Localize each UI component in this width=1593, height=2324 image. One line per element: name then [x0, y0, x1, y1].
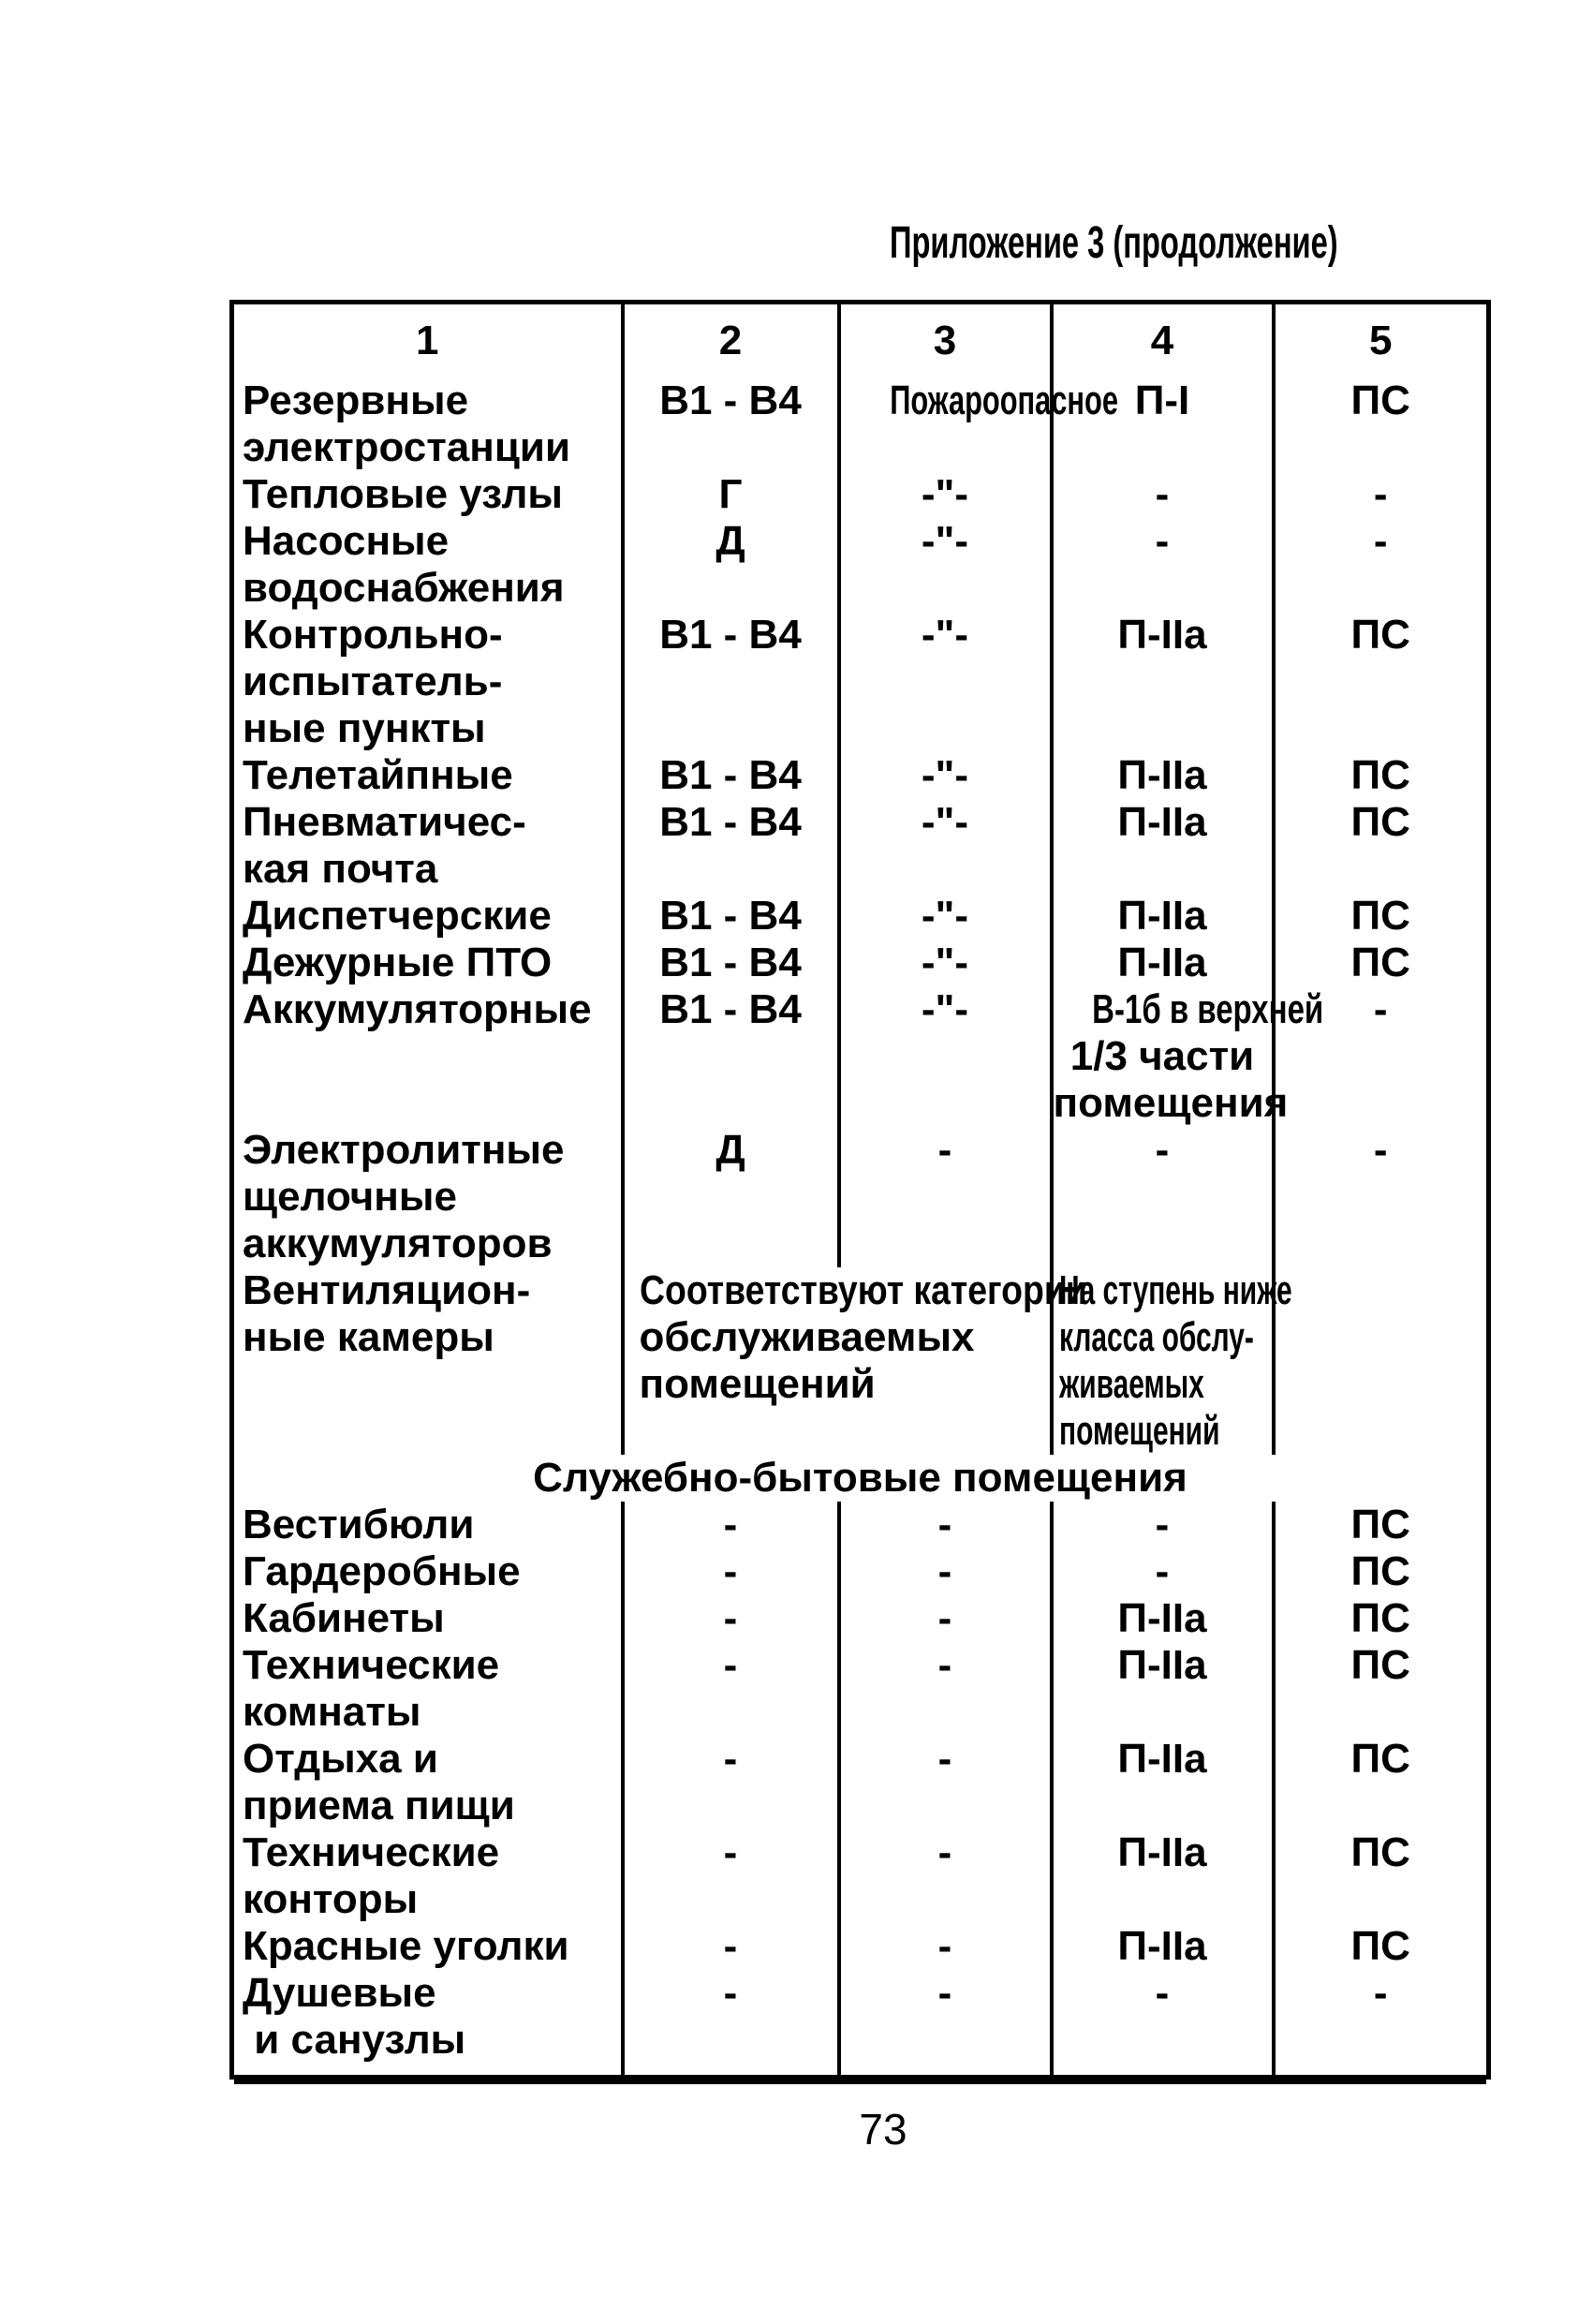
room-name-cell: Вентиляцион- ные камеры: [243, 1267, 531, 1360]
zone-class-cell: П-IIа: [1052, 1642, 1274, 1736]
alarm-cell: ПС: [1274, 1548, 1489, 1595]
room-name-cell: Душевые и санузлы: [243, 1970, 466, 2063]
table-row: [232, 1829, 1489, 1923]
category-cell: Г: [623, 471, 839, 518]
room-name-cell: Гардеробные: [243, 1548, 521, 1594]
category-cell: В1 - В4: [623, 752, 839, 799]
table-row: [232, 1127, 1489, 1267]
category-cell: -: [623, 1829, 839, 1923]
zone-class-cell: В-1б в верхней 1/3 части помещения: [1053, 986, 1323, 1126]
category-cell: В1 - В4: [623, 377, 839, 471]
column-header-row: [232, 303, 1489, 378]
hazard-cell: -: [839, 1829, 1052, 1923]
category-cell: -: [623, 1502, 839, 1548]
room-name-cell: Дежурные ПТО: [243, 940, 553, 985]
table-row: [232, 1736, 1489, 1829]
alarm-cell: ПС: [1274, 1595, 1489, 1642]
zone-class-cell: П-IIа: [1052, 1923, 1274, 1970]
hazard-cell: -: [839, 1642, 1052, 1736]
table-row: [232, 986, 1489, 1127]
alarm-cell: ПС: [1274, 752, 1489, 799]
table-row: [232, 1502, 1489, 1548]
zone-class-cell: П-IIа: [1052, 893, 1274, 940]
column-header-3: 3: [839, 303, 1052, 378]
table-row: [232, 1595, 1489, 1642]
table-row: [232, 1923, 1489, 1970]
category-cell: В1 - В4: [623, 986, 839, 1127]
alarm-cell: ПС: [1274, 612, 1489, 752]
room-name-cell: Кабинеты: [243, 1595, 445, 1641]
room-name-cell: Технические комнаты: [243, 1642, 500, 1735]
zone-class-cell: На ступень ниже класса обслу- живаемых помещений: [1052, 1267, 1274, 1455]
room-name-cell: Тепловые узлы: [243, 471, 564, 517]
category-cell: Д: [623, 518, 839, 612]
alarm-cell: -: [1274, 1970, 1489, 2077]
zone-class-cell: П-I: [1052, 377, 1274, 471]
zone-class-cell: П-IIа: [1052, 752, 1274, 799]
category-cell: В1 - В4: [623, 799, 839, 893]
hazard-cell: -"-: [839, 893, 1052, 940]
category-cell: -: [623, 1923, 839, 1970]
table-row-ventilation: [232, 1267, 1489, 1455]
alarm-cell: -: [1274, 986, 1489, 1127]
column-header-5: 5: [1274, 303, 1489, 378]
room-name-cell: Отдыха и приема пищи: [243, 1736, 515, 1828]
table-row: [232, 471, 1489, 518]
room-name-cell: Резервные электростанции: [243, 377, 571, 470]
category-cell: В1 - В4: [623, 612, 839, 752]
hazard-cell: -"-: [839, 471, 1052, 518]
room-name-cell: Насосные водоснабжения: [243, 518, 565, 611]
alarm-cell: ПС: [1274, 799, 1489, 893]
hazard-cell: -"-: [839, 752, 1052, 799]
room-name-cell: Пневматичес- кая почта: [243, 799, 526, 892]
room-name-cell: Технические конторы: [243, 1829, 500, 1922]
alarm-cell: -: [1274, 518, 1489, 612]
page-number: 73: [859, 2105, 907, 2154]
table-row: [232, 752, 1489, 799]
zone-class-cell: -: [1052, 1502, 1274, 1548]
table-row: [232, 1642, 1489, 1736]
zone-class-cell: -: [1052, 471, 1274, 518]
category-cell: -: [623, 1642, 839, 1736]
hazard-cell: -: [839, 1736, 1052, 1829]
zone-class-cell: П-IIа: [1052, 1829, 1274, 1923]
alarm-cell: ПС: [1274, 377, 1489, 471]
table-row: [232, 799, 1489, 893]
column-header-4: 4: [1052, 303, 1274, 378]
hazard-cell: -"-: [839, 986, 1052, 1127]
hazard-cell: -: [839, 1595, 1052, 1642]
hazard-cell: -"-: [839, 940, 1052, 986]
category-cell: Д: [623, 1127, 839, 1267]
alarm-cell: ПС: [1274, 893, 1489, 940]
alarm-cell: -: [1274, 471, 1489, 518]
fire-safety-category-table: [229, 300, 1491, 2080]
zone-class-cell: П-IIа: [1052, 1736, 1274, 1829]
zone-class-cell: -: [1052, 1548, 1274, 1595]
zone-class-cell: П-IIа: [1052, 940, 1274, 986]
room-name-cell: Аккумуляторные: [243, 986, 592, 1032]
hazard-cell: -"-: [839, 518, 1052, 612]
room-name-cell: Вестибюли: [243, 1502, 475, 1547]
hazard-cell: -"-: [839, 612, 1052, 752]
alarm-cell: -: [1274, 1127, 1489, 1267]
page-title: Приложение 3 (продолжение): [890, 218, 1338, 268]
hazard-cell: -"-: [839, 799, 1052, 893]
zone-class-cell: -: [1052, 518, 1274, 612]
room-name-cell: Контрольно- испытатель- ные пункты: [243, 612, 503, 751]
zone-class-cell: -: [1052, 1127, 1274, 1267]
table-row: [232, 893, 1489, 940]
zone-class-cell: -: [1052, 1970, 1274, 2077]
section-header: Служебно-бытовые помещения: [533, 1455, 1187, 1501]
category-cell: -: [623, 1736, 839, 1829]
hazard-cell: -: [839, 1923, 1052, 1970]
category-cell: -: [623, 1970, 839, 2077]
category-cell: -: [623, 1548, 839, 1595]
room-name-cell: Электролитные щелочные аккумуляторов: [243, 1127, 565, 1266]
room-name-cell: Красные уголки: [243, 1923, 569, 1969]
section-header-row: [232, 1455, 1489, 1502]
hazard-cell: Пожароопасное: [839, 377, 1052, 471]
hazard-cell: -: [839, 1502, 1052, 1548]
hazard-cell: -: [839, 1127, 1052, 1267]
alarm-cell: ПС: [1274, 1502, 1489, 1548]
category-cell: В1 - В4: [623, 940, 839, 986]
category-cell: -: [623, 1595, 839, 1642]
room-name-cell: Телетайпные: [243, 752, 513, 798]
table-row: [232, 518, 1489, 612]
hazard-cell: -: [839, 1548, 1052, 1595]
category-cell: В1 - В4: [623, 893, 839, 940]
room-name-cell: Диспетчерские: [243, 893, 552, 939]
table-row: [232, 940, 1489, 986]
merged-category-cell: Соответствуют категории обслуживаемых помещений: [623, 1267, 1052, 1455]
table-row: [232, 1970, 1489, 2077]
table-row: [232, 1548, 1489, 1595]
alarm-cell: ПС: [1274, 1923, 1489, 1970]
zone-class-cell: П-IIа: [1052, 1595, 1274, 1642]
zone-class-cell: П-IIа: [1052, 612, 1274, 752]
alarm-cell: ПС: [1274, 1642, 1489, 1736]
alarm-cell: ПС: [1274, 1829, 1489, 1923]
table-row: [232, 377, 1489, 471]
alarm-cell: [1274, 1267, 1489, 1455]
alarm-cell: ПС: [1274, 1736, 1489, 1829]
alarm-cell: ПС: [1274, 940, 1489, 986]
hazard-cell: -: [839, 1970, 1052, 2077]
table-row: [232, 612, 1489, 752]
zone-class-cell: П-IIа: [1052, 799, 1274, 893]
column-header-1: 1: [416, 318, 439, 363]
column-header-2: 2: [623, 303, 839, 378]
